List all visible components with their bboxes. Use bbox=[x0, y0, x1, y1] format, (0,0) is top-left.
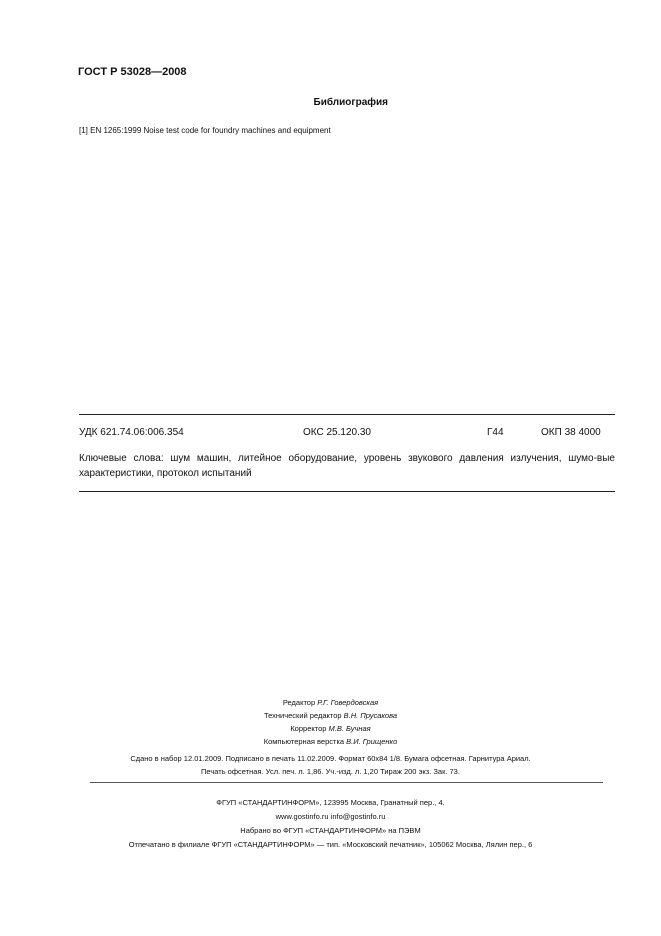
credit-layout: Компьютерная верстка В.И. Грищенко bbox=[263, 737, 398, 746]
publisher-line2: www.gostinfo.ru info@gostinfo.ru bbox=[275, 812, 386, 821]
bibliography-entry: [1] EN 1265:1999 Noise test code for foundry machines and equipment bbox=[79, 126, 331, 135]
standard-number: ГОСТ Р 53028—2008 bbox=[78, 66, 187, 78]
bibliography-heading bbox=[0, 97, 661, 108]
print-info-line1: Сдано в набор 12.01.2009. Подписано в печать 11.02.2009. Формат 60х84 1/8. Бумага офсетная. Гарнитура Ариал. bbox=[130, 754, 531, 763]
bibliography-title: Библиография bbox=[313, 97, 388, 108]
publisher-block bbox=[0, 796, 661, 852]
publisher-divider bbox=[90, 782, 603, 783]
credits-block bbox=[0, 696, 661, 748]
publisher-line4: Отпечатано в филиале ФГУП «СТАНДАРТИНФОРМ» — тип. «Московский печатник», 105062 Москва, Лялин пер., 6 bbox=[128, 840, 533, 849]
credit-editor: Редактор Р.Г. Говердовская bbox=[282, 698, 379, 707]
okp-code: ОКП 38 4000 bbox=[541, 427, 601, 438]
publisher-line3: Набрано во ФГУП «СТАНДАРТИНФОРМ» на ПЭВМ bbox=[240, 826, 421, 835]
publisher-line1: ФГУП «СТАНДАРТИНФОРМ», 123995 Москва, Гранатный пер., 4. bbox=[216, 798, 445, 807]
oks-code: ОКС 25.120.30 bbox=[303, 427, 371, 438]
group-code: Г44 bbox=[487, 427, 504, 438]
credit-tech-editor: Технический редактор В.Н. Прусакова bbox=[263, 711, 398, 720]
keywords: Ключевые слова: шум машин, литейное оборудование, уровень звукового давления излучения, шумо-вые характеристики, протокол испытаний bbox=[79, 453, 615, 479]
print-info bbox=[0, 752, 661, 778]
udk-code: УДК 621.74.06:006.354 bbox=[79, 427, 184, 438]
top-divider bbox=[79, 414, 615, 415]
print-info-line2: Печать офсетная. Усл. печ. л. 1,86. Уч.-изд. л. 1,20 Тираж 200 экз. Зак. 73. bbox=[201, 767, 460, 776]
credit-corrector: Корректор М.В. Бучная bbox=[290, 724, 371, 733]
keywords-divider bbox=[79, 491, 615, 492]
